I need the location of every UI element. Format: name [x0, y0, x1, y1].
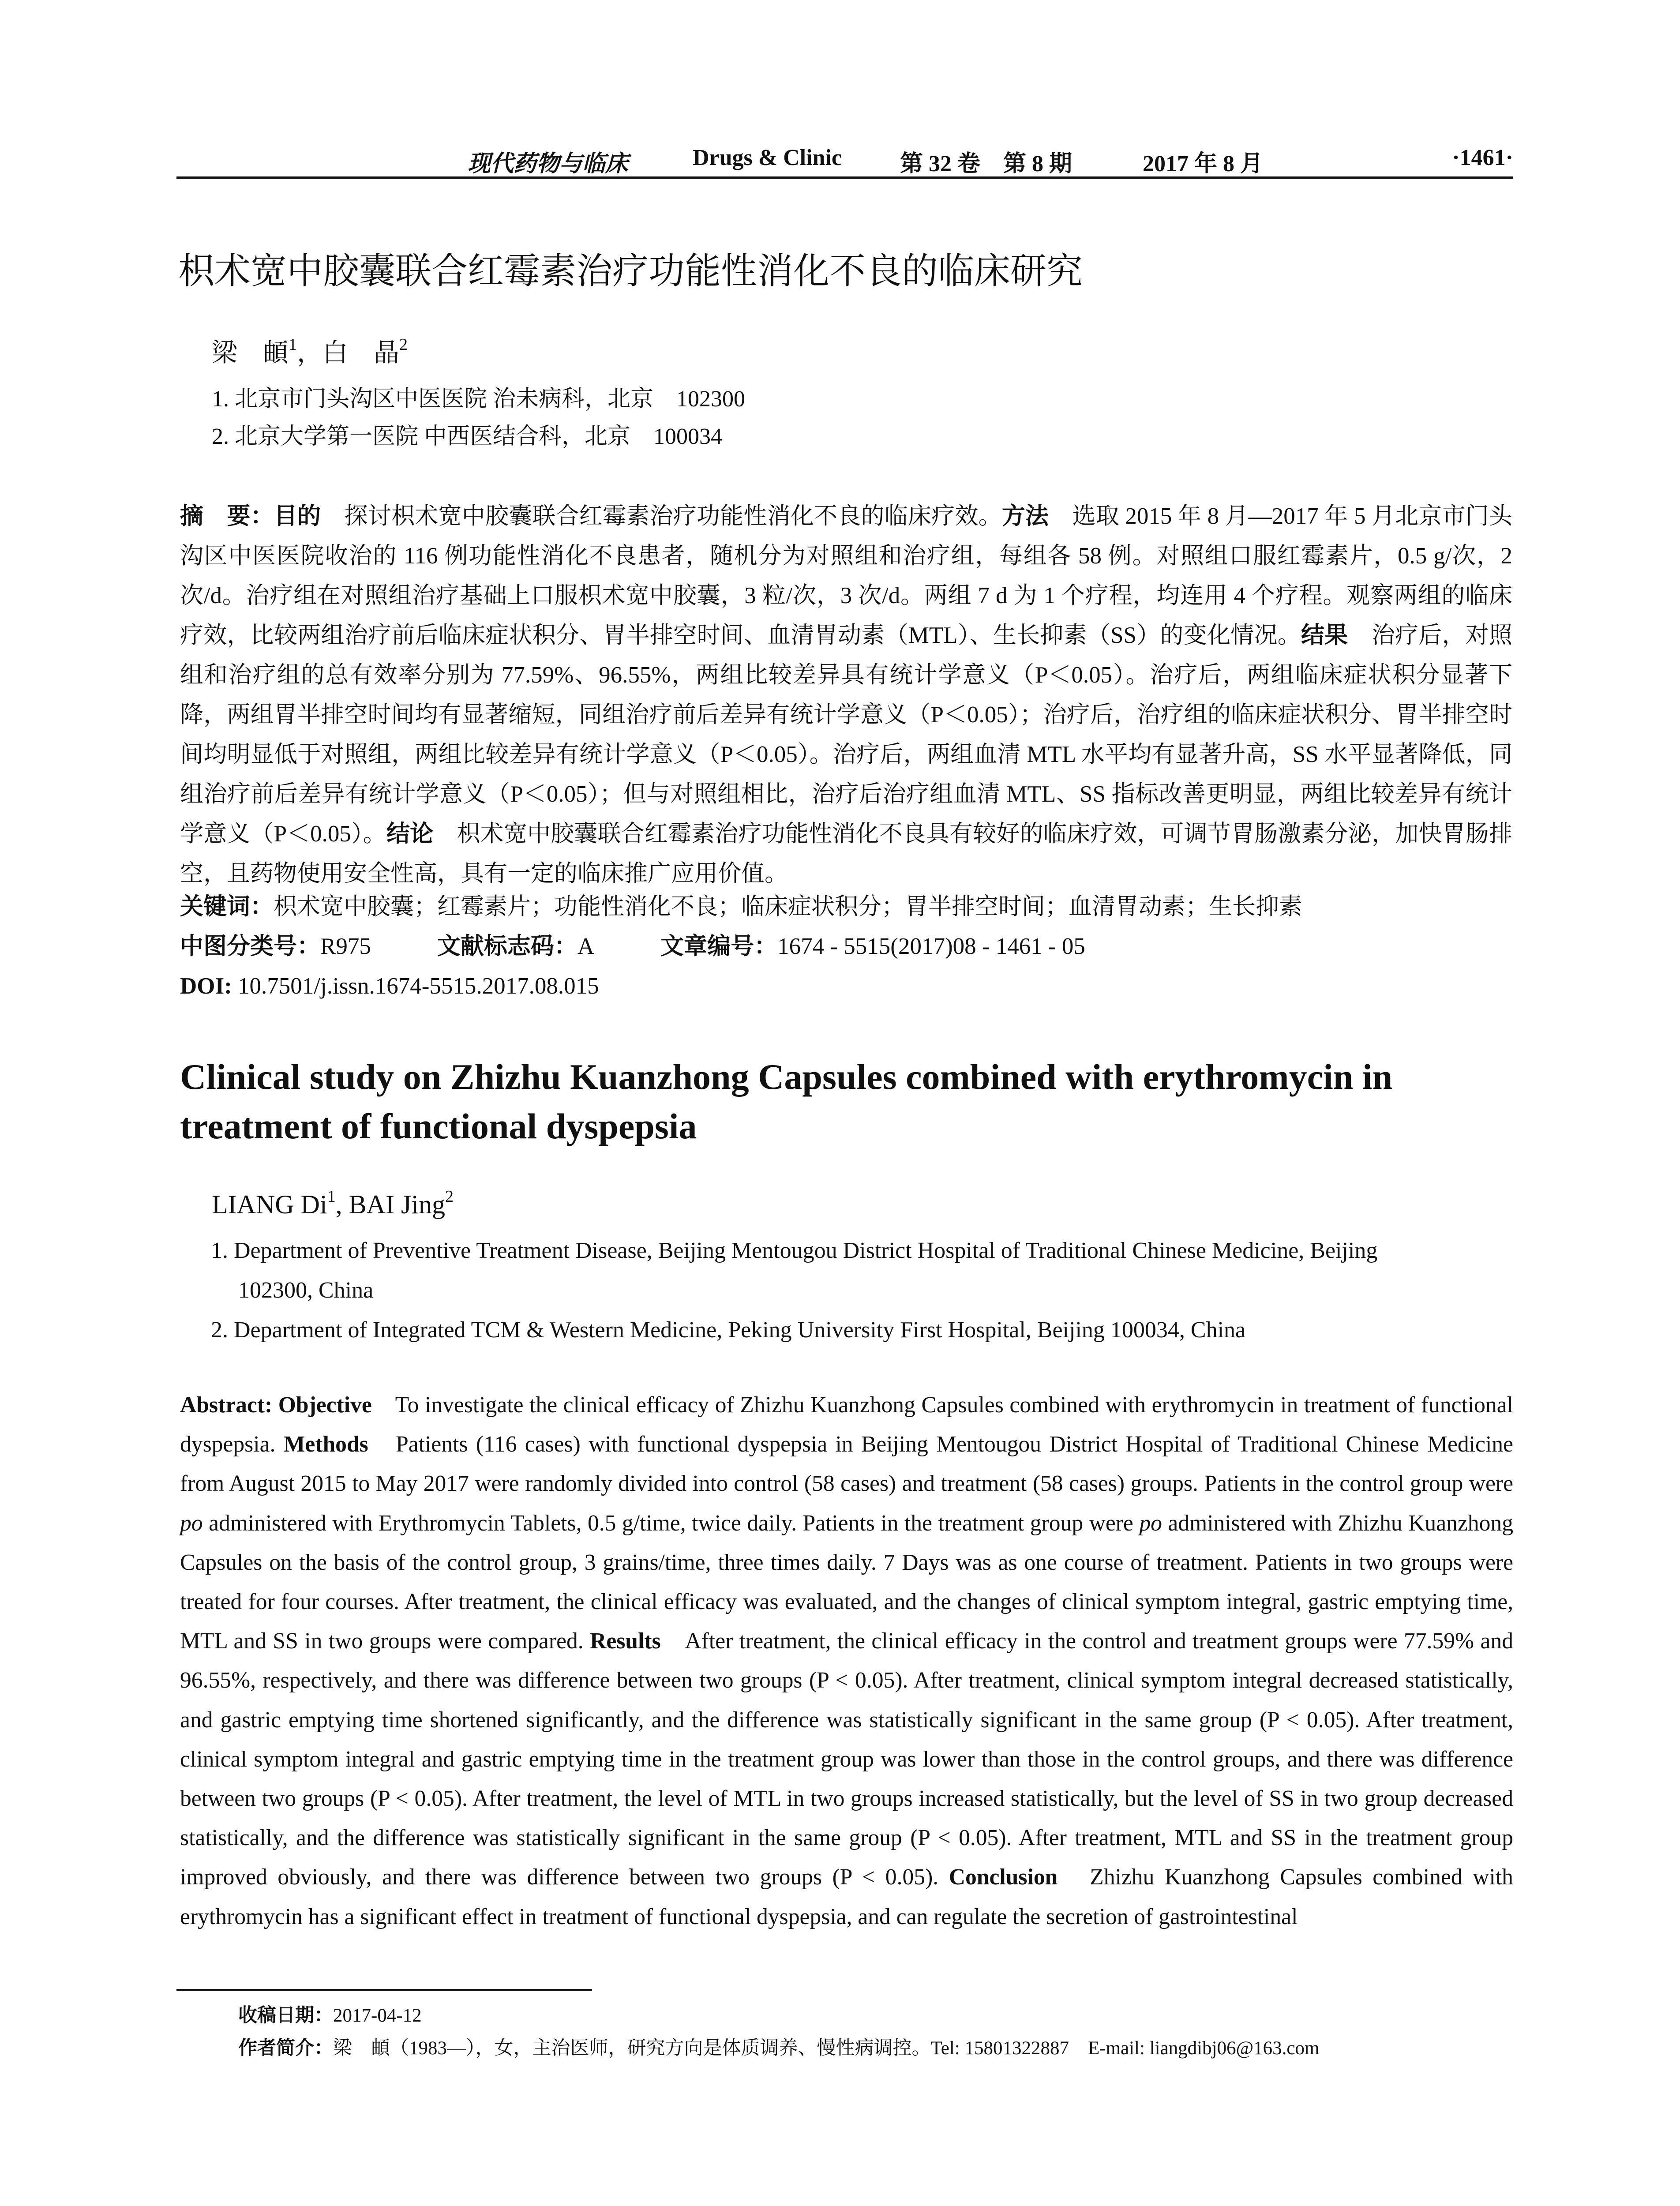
author-name: 白 晶 — [322, 338, 400, 367]
results-label: 结果 — [1301, 622, 1348, 649]
keywords-label: 关键词： — [180, 893, 274, 920]
results-text: 治疗后，对照组和治疗组的总有效率分别为 77.59%、96.55%，两组比较差异具有统计学意义（P＜0.05）。治疗后，两组临床症状积分显著下降，两组胃半排空时间均有显著缩短，同组治疗前后差异有统计学意义（P＜0.05）；治疗后，治疗组的临床症状积分、胃半排空时间均明显低于对照组，两组比较差异有统计学意义（P＜0.05）。治疗后，两组血清 MTL 水平均有显著升高，SS 水平显著降低，同组治疗前后差异有统计学意义（P＜0.05）；但与对照组相比，治疗后治疗组血清 MTL、SS 指标改善更明显，两组比较差异有统计学意义（P＜0.05）。 — [180, 623, 1513, 847]
conclusion-text: 枳术宽中胶囊联合红霉素治疗功能性消化不良具有较好的临床疗效，可调节胃肠激素分泌，加快胃肠排空，且药物使用安全性高，具有一定的临床推广应用价值。 — [180, 821, 1513, 886]
journal-name-en: Drugs & Clinic — [693, 145, 842, 170]
doc-code-label: 文献标志码： — [437, 933, 578, 960]
title-en: Clinical study on Zhizhu Kuanzhong Capsules combined with erythromycin in treatment of functional dyspepsia — [180, 1057, 1393, 1146]
volume-issue: 第 32 卷 第 8 期 — [900, 151, 1072, 176]
author-separator: , — [335, 1190, 349, 1219]
affiliation-en-1 — [211, 1231, 1513, 1310]
affiliation-en-1-line1: 1. Department of Preventive Treatment Disease, Beijing Mentougou District Hospital of Traditional Chinese Medicine, Beijing — [211, 1238, 1378, 1263]
author-name: BAI Jing — [349, 1190, 445, 1219]
results-label: Results — [590, 1628, 661, 1654]
footnote-rule — [176, 1989, 592, 1991]
received-label: 收稿日期： — [238, 2004, 333, 2026]
abstract-cn — [180, 496, 1512, 893]
doc-code-value: A — [577, 934, 595, 959]
issue-date: 2017 年 8 月 — [1143, 151, 1264, 176]
abstract-label: 摘 要： — [180, 503, 274, 529]
objective-text: 探讨枳术宽中胶囊联合红霉素治疗功能性消化不良的临床疗效。 — [321, 503, 1002, 529]
journal-name-cn: 现代药物与临床 — [468, 151, 629, 176]
keywords-cn — [180, 889, 1302, 924]
methods-text: administered with Zhizhu Kuanzhong Capsules on the basis of the control group, 3 grains/time, three times daily. 7 Days was as one course of treatment. Patients in two groups were treated for four courses. After treatment, the clinical efficacy was evaluated, and the changes of clinical symptom integral, gastric emptying time, MTL and SS in two groups were compared. — [180, 1510, 1513, 1654]
abstract-objective-label: Abstract: Objective — [180, 1392, 372, 1418]
author-name: 梁 頔 — [212, 338, 289, 367]
footnote-bio — [238, 2035, 1319, 2062]
bio-label: 作者简介： — [238, 2037, 333, 2059]
methods-label: 方法 — [1001, 503, 1049, 529]
affiliation-cn-2: 2. 北京大学第一医院 中西医结合科，北京 100034 — [212, 424, 723, 449]
authors-en — [212, 1187, 454, 1222]
page-number: ·1461· — [1452, 145, 1513, 170]
affiliation-marker: 2 — [445, 1187, 454, 1206]
article-no-value: 1674 - 5515(2017)08 - 1461 - 05 — [777, 934, 1085, 959]
clc-label: 中图分类号： — [180, 933, 320, 960]
doi-value: 10.7501/j.issn.1674-5515.2017.08.015 — [232, 973, 599, 999]
affiliation-marker: 1 — [327, 1187, 336, 1206]
running-header — [176, 140, 1513, 176]
affiliation-cn-1: 1. 北京市门头沟区中医医院 治未病科，北京 102300 — [212, 386, 746, 412]
title-cn: 枳术宽中胶囊联合红霉素治疗功能性消化不良的临床研究 — [178, 250, 1083, 292]
conclusion-label: Conclusion — [949, 1865, 1058, 1890]
methods-text: Patients (116 cases) with functional dyspepsia in Beijing Mentougou District Hospital of Traditional Chinese Medicine from August 2015 to May 2017 were randomly divided into control (58 cases) and treatment (58 cases) groups. Patients in the control group were — [180, 1432, 1513, 1497]
authors-cn — [212, 335, 408, 371]
doi-label: DOI: — [180, 973, 232, 999]
header-rule — [176, 176, 1513, 179]
affiliation-en-1-line2: 102300, China — [238, 1278, 374, 1303]
results-text: After treatment, the clinical efficacy in the control and treatment groups were 77.59% and 96.55%, respectively, and there was difference between two groups (P < 0.05). After treatment, clinical symptom integral decreased statistically, and gastric emptying time shortened significantly, and the difference was statistically significant in the same group (P < 0.05). After treatment, clinical symptom integral and gastric emptying time in the treatment group was lower than those in the control groups, and there was difference between two groups (P < 0.05). After treatment, the level of MTL in two groups increased statistically, but the level of SS in two group decreased statistically, and the difference was statistically significant in the same group (P < 0.05). After treatment, MTL and SS in the treatment group improved obviously, and there was difference between two groups (P < 0.05). — [180, 1628, 1513, 1890]
objective-text: To investigate the clinical efficacy of Zhizhu Kuanzhong Capsules combined with erythromycin in treatment of functional dyspepsia. — [180, 1392, 1513, 1457]
footnote-received — [238, 2002, 422, 2029]
clc-value: R975 — [320, 934, 371, 959]
author-name: LIANG Di — [212, 1190, 327, 1219]
objective-label: 目的 — [274, 503, 321, 529]
doi-line — [180, 968, 599, 1004]
methods-text: administered with Erythromycin Tablets, 0.5 g/time, twice daily. Patients in the treatment group were — [202, 1510, 1140, 1536]
po-abbrev: po — [180, 1510, 203, 1536]
po-abbrev: po — [1139, 1510, 1162, 1536]
conclusion-label: 结论 — [386, 820, 434, 847]
affiliation-marker: 2 — [399, 335, 408, 354]
abstract-en — [180, 1385, 1513, 1936]
author-separator: ， — [297, 338, 323, 367]
methods-text: 选取 2015 年 8 月—2017 年 5 月北京市门头沟区中医医院收治的 116 例功能性消化不良患者，随机分为对照组和治疗组，每组各 58 例。对照组口服红霉素片，0.5 g/次，2 次/d。治疗组在对照组治疗基础上口服枳术宽中胶囊，3 粒/次，3 次/d。两组 7 d 为 1 个疗程，均连用 4 个疗程。观察两组的临床疗效，比较两组治疗前后临床症状积分、胃半排空时间、血清胃动素（MTL）、生长抑素（SS）的变化情况。 — [180, 503, 1513, 648]
article-no-label: 文章编号： — [660, 933, 778, 960]
conclusion-text: Zhizhu Kuanzhong Capsules combined with erythromycin has a significant effect in treatment of functional dyspepsia, and can regulate the secretion of gastrointestinal — [180, 1865, 1513, 1929]
methods-label: Methods — [283, 1432, 368, 1457]
bio-text: 梁 頔（1983—），女，主治医师，研究方向是体质调养、慢性病调控。Tel: 15801322887 E-mail: liangdibj06@163.com — [333, 2038, 1320, 2059]
classification-line — [180, 929, 1085, 964]
keywords-text: 枳术宽中胶囊；红霉素片；功能性消化不良；临床症状积分；胃半排空时间；血清胃动素；生长抑素 — [274, 894, 1302, 919]
affiliation-marker: 1 — [289, 335, 297, 354]
affiliation-en-2: 2. Department of Integrated TCM & Western Medicine, Peking University First Hospital, Beijing 100034, China — [211, 1317, 1246, 1343]
received-date: 2017-04-12 — [333, 2005, 422, 2026]
